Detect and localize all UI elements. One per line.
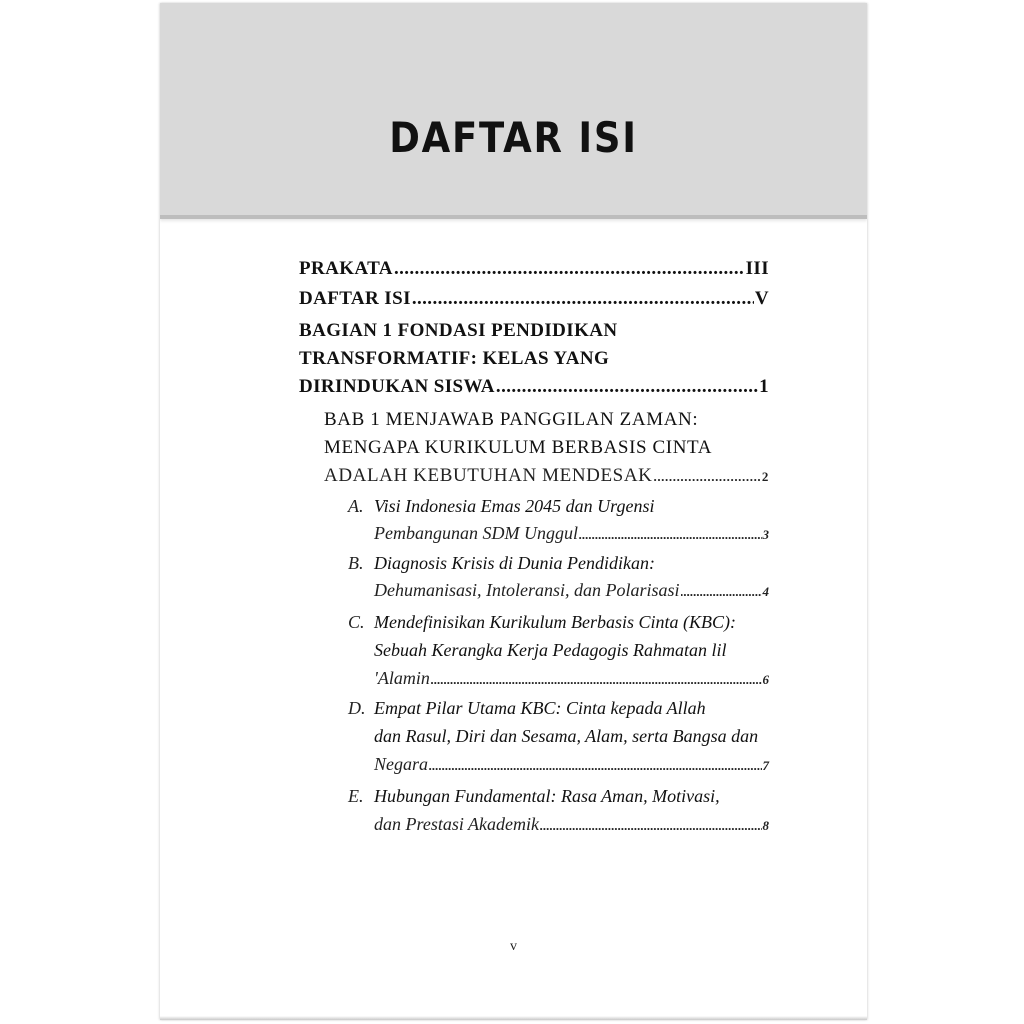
toc-bab1-line-1: BAB 1 MENJAWAB PANGGILAN ZAMAN: xyxy=(324,409,699,430)
section-letter: D. xyxy=(348,698,366,718)
toc-entry-label: 'Alamin xyxy=(374,668,430,688)
toc-entry-page: 7 xyxy=(762,758,769,773)
dot-leader xyxy=(579,527,762,543)
dot-leader xyxy=(431,672,762,688)
toc-entry-label: Dehumanisasi, Intoleransi, dan Polarisasi xyxy=(374,580,680,600)
section-letter: E. xyxy=(348,786,364,806)
toc-entry-bagian1[interactable] xyxy=(299,376,769,398)
toc-entry-label: dan Prestasi Akademik xyxy=(374,814,539,834)
toc-entry-section-e[interactable] xyxy=(374,814,769,835)
toc-section-c-line-1: Mendefinisikan Kurikulum Berbasis Cinta (KBC): xyxy=(374,612,736,632)
toc-section-d-line-2: dan Rasul, Diri dan Sesama, Alam, serta Bangsa dan xyxy=(374,726,759,746)
toc-entry-page: V xyxy=(754,288,769,309)
toc-entry-page: 3 xyxy=(762,527,769,542)
toc-entry-daftar-isi[interactable] xyxy=(299,288,769,310)
toc-entry-section-a[interactable] xyxy=(374,523,769,544)
dot-leader xyxy=(429,758,762,774)
section-letter: A. xyxy=(348,496,364,516)
dot-leader xyxy=(394,258,745,280)
dot-leader xyxy=(540,818,762,834)
toc-bagian1-line-1: BAGIAN 1 FONDASI PENDIDIKAN xyxy=(299,320,618,341)
toc-entry-page: 1 xyxy=(759,376,769,397)
toc-entry-prakata[interactable] xyxy=(299,258,769,280)
page-number: v xyxy=(510,939,517,954)
dot-leader xyxy=(653,469,760,485)
section-letter: B. xyxy=(348,553,364,573)
toc-section-c-line-2: Sebuah Kerangka Kerja Pedagogis Rahmatan lil xyxy=(374,640,727,660)
toc-entry-bab1[interactable] xyxy=(324,465,769,487)
dot-leader xyxy=(681,584,762,600)
dot-leader xyxy=(496,376,758,398)
toc-entry-label: PRAKATA xyxy=(299,258,393,279)
toc-entry-section-d[interactable] xyxy=(374,754,769,775)
toc-section-a-line-1: Visi Indonesia Emas 2045 dan Urgensi xyxy=(374,496,655,516)
toc-section-d-line-1: Empat Pilar Utama KBC: Cinta kepada Allah xyxy=(374,698,706,718)
toc-entry-page: 2 xyxy=(761,469,769,484)
toc-entry-section-c[interactable] xyxy=(374,668,769,689)
toc-entry-section-b[interactable] xyxy=(374,580,769,601)
toc-entry-page: III xyxy=(745,258,769,279)
page-header xyxy=(160,3,867,219)
toc-bagian1-line-2: TRANSFORMATIF: KELAS YANG xyxy=(299,348,610,369)
toc-entry-label: DIRINDUKAN SISWA xyxy=(299,376,495,397)
toc-bab1-line-2: MENGAPA KURIKULUM BERBASIS CINTA xyxy=(324,437,713,458)
dot-leader xyxy=(412,288,754,310)
toc-section-e-line-1: Hubungan Fundamental: Rasa Aman, Motivasi, xyxy=(374,786,720,806)
toc-entry-label: Negara xyxy=(374,754,428,774)
toc-entry-label: Pembangunan SDM Unggul xyxy=(374,523,578,543)
toc-entry-page: 6 xyxy=(762,672,769,687)
section-letter: C. xyxy=(348,612,365,632)
book-page xyxy=(160,3,867,1020)
toc-entry-label: DAFTAR ISI xyxy=(299,288,411,309)
page-title: DAFTAR ISI xyxy=(389,113,638,162)
toc-entry-page: 8 xyxy=(762,818,769,833)
toc-section-b-line-1: Diagnosis Krisis di Dunia Pendidikan: xyxy=(374,553,656,573)
toc-entry-label: ADALAH KEBUTUHAN MENDESAK xyxy=(324,465,653,486)
toc-entry-page: 4 xyxy=(762,584,769,599)
